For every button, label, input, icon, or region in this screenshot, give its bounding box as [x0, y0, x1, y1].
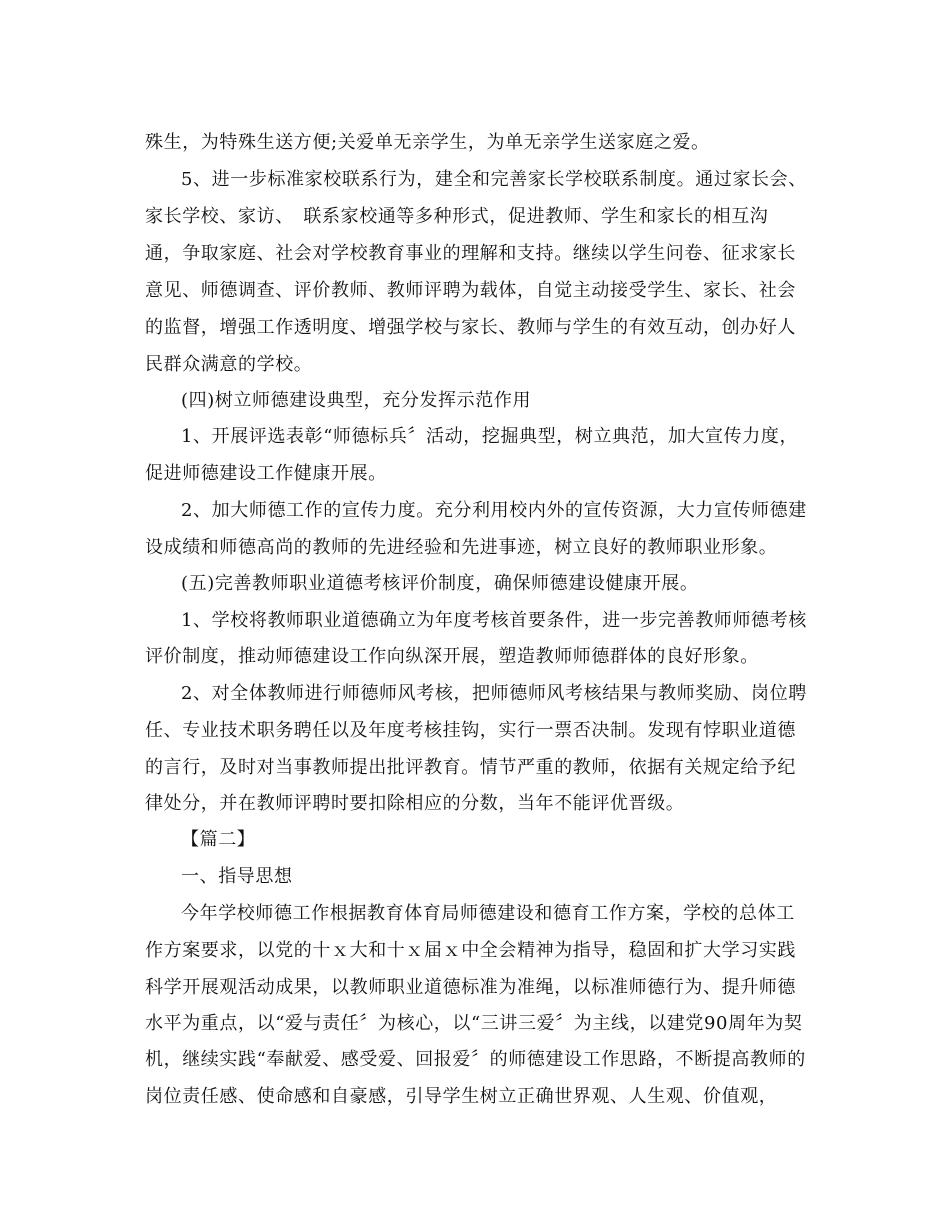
- text-line: 民群众满意的学校。: [145, 354, 313, 375]
- text-line: 通，争取家庭、社会对学校教育事业的理解和支持。继续以学生问卷、征求家长: [145, 243, 796, 264]
- text-line: 家长学校、家访、 联系家校通等多种形式，促进教师、学生和家长的相互沟: [145, 206, 769, 227]
- text-line: 1、学校将教师职业道德确立为年度考核首要条件，进一步完善教师师德考核: [181, 610, 807, 631]
- text-line: 的监督，增强工作透明度、增强学校与家长、教师与学生的有效互动，创办好人: [145, 317, 796, 338]
- text-line: 岗位责任感、使命感和自豪感，引导学生树立正确世界观、人生观、价值观，: [145, 1086, 778, 1107]
- text-line: 今年学校师德工作根据教育体育局师德建设和德育工作方案，学校的总体工: [181, 903, 795, 924]
- section-heading: 【篇二】: [181, 829, 256, 850]
- section-heading: (四)树立师德建设典型，充分发挥示范作用: [181, 390, 532, 411]
- text-line: 律处分，并在教师评聘时要扣除相应的分数，当年不能评优晋级。: [145, 793, 685, 814]
- text-line: 促进师德建设工作健康开展。: [145, 463, 387, 484]
- text-line: 殊生，为特殊生送方便;关爱单无亲学生，为单无亲学生送家庭之爱。: [145, 132, 710, 153]
- text-line: 机，继续实践“奉献爱、感受爱、回报爱〞的师德建设工作思路，不断提高教师的: [145, 1049, 806, 1070]
- text-line: 的言行，及时对当事教师提出批评教育。情节严重的教师，依据有关规定给予纪: [145, 757, 796, 778]
- text-line: 作方案要求，以党的十ｘ大和十ｘ届ｘ中全会精神为指导，稳固和扩大学习实践: [145, 940, 796, 961]
- text-line: 5、进一步标准家校联系行为，建全和完善家长学校联系制度。通过家长会、: [181, 169, 807, 190]
- text-line: 2、对全体教师进行师德师风考核，把师德师风考核结果与教师奖励、岗位聘: [181, 683, 807, 704]
- text-line: 评价制度，推动师德建设工作向纵深开展，塑造教师师德群体的良好形象。: [145, 646, 759, 667]
- text-line: 水平为重点，以“爱与责任〞为核心，以“三讲三爱〞为主线，以建党90周年为契: [145, 1013, 803, 1034]
- text-line: 科学开展观活动成果，以教师职业道德标准为准绳，以标准师德行为、提升师德: [145, 977, 796, 998]
- text-line: 设成绩和师德高尚的教师的先进经验和先进事迹，树立良好的教师职业形象。: [145, 537, 778, 558]
- text-line: 2、加大师德工作的宣传力度。充分利用校内外的宣传资源，大力宣传师德建: [181, 500, 807, 521]
- section-heading: 一、指导思想: [181, 866, 293, 887]
- text-line: 1、开展评选表彰“师德标兵〞活动，挖掘典型，树立典范，加大宣传力度，: [181, 426, 799, 447]
- section-heading: (五)完善教师职业道德考核评价制度，确保师德建设健康开展。: [181, 573, 699, 594]
- text-line: 任、专业技术职务聘任以及年度考核挂钩，实行一票否决制。发现有悖职业道德: [145, 720, 796, 741]
- text-line: 意见、师德调查、评价教师、教师评聘为载体，自觉主动接受学生、家长、社会: [145, 280, 796, 301]
